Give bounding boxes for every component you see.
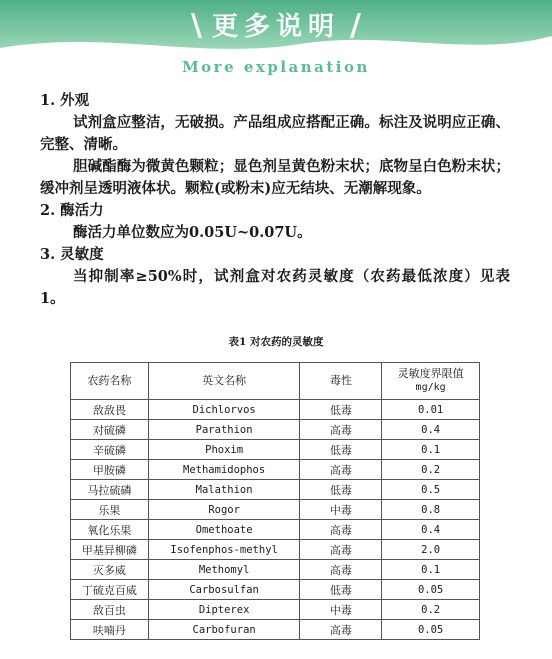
table-row	[71, 600, 480, 620]
cell-pesticide-name: 辛硫磷	[71, 440, 149, 460]
table-body	[71, 400, 480, 640]
paragraph-sensitivity: 当抑制率≥50%时，试剂盒对农药灵敏度（农药最低浓度）见表 1。	[40, 268, 510, 307]
table-row	[71, 460, 480, 480]
table-row	[71, 500, 480, 520]
header-english-name: 英文名称	[148, 363, 300, 400]
header-sensitivity-label: 灵敏度界限值	[397, 367, 464, 380]
cell-english-name: Malathion	[148, 480, 300, 500]
cell-toxicity: 高毒	[300, 540, 382, 560]
header-unit: mg/kg	[415, 382, 446, 393]
cell-toxicity: 高毒	[300, 420, 382, 440]
header-banner	[0, 0, 552, 62]
table-row	[71, 560, 480, 580]
banner-title-text: 更多说明	[211, 12, 340, 42]
paragraph-appearance-2: 胆碱酯酶为微黄色颗粒；显色剂呈黄色粉末状；底物呈白色粉末状；缓冲剂呈透明液体状。颗粒(或粉末)应无结块、无潮解现象。	[40, 158, 510, 197]
table-row	[71, 440, 480, 460]
cell-toxicity: 高毒	[300, 560, 382, 580]
cell-toxicity: 中毒	[300, 500, 382, 520]
cell-toxicity: 高毒	[300, 620, 382, 640]
cell-english-name: Carbofuran	[148, 620, 300, 640]
cell-english-name: Omethoate	[148, 520, 300, 540]
cell-sensitivity-value: 0.05	[382, 580, 480, 600]
cell-pesticide-name: 呋喃丹	[71, 620, 149, 640]
cell-sensitivity-value: 0.1	[382, 560, 480, 580]
cell-pesticide-name: 对硫磷	[71, 420, 149, 440]
cell-sensitivity-value: 0.01	[382, 400, 480, 420]
cell-pesticide-name: 灭多威	[71, 560, 149, 580]
table-row	[71, 400, 480, 420]
cell-pesticide-name: 氧化乐果	[71, 520, 149, 540]
cell-toxicity: 高毒	[300, 460, 382, 480]
cell-toxicity: 低毒	[300, 440, 382, 460]
table-row	[71, 620, 480, 640]
explanation-content	[40, 90, 510, 310]
banner-subtitle: More explanation	[182, 58, 370, 76]
cell-pesticide-name: 马拉硫磷	[71, 480, 149, 500]
cell-sensitivity-value: 0.8	[382, 500, 480, 520]
paragraph-appearance-1: 试剂盒应整洁，无破损。产品组成应搭配正确。标注及说明应正确、完整、清晰。	[40, 114, 510, 153]
cell-pesticide-name: 甲胺磷	[71, 460, 149, 480]
cell-pesticide-name: 乐果	[71, 500, 149, 520]
cell-english-name: Dipterex	[148, 600, 300, 620]
left-slash-mark: \	[191, 8, 202, 43]
cell-toxicity: 低毒	[300, 480, 382, 500]
cell-english-name: Parathion	[148, 420, 300, 440]
cell-toxicity: 低毒	[300, 400, 382, 420]
cell-english-name: Methamidophos	[148, 460, 300, 480]
right-slash-mark: /	[350, 8, 361, 43]
cell-sensitivity-value: 0.4	[382, 420, 480, 440]
cell-pesticide-name: 敌百虫	[71, 600, 149, 620]
table-caption: 表1 对农药的灵敏度	[228, 336, 324, 348]
cell-english-name: Isofenphos-methyl	[148, 540, 300, 560]
table-row	[71, 580, 480, 600]
table-row	[71, 520, 480, 540]
cell-english-name: Dichlorvos	[148, 400, 300, 420]
table-row	[71, 480, 480, 500]
cell-toxicity: 中毒	[300, 600, 382, 620]
header-pesticide-name: 农药名称	[71, 363, 149, 400]
banner-title	[0, 6, 552, 47]
cell-english-name: Methomyl	[148, 560, 300, 580]
table-row	[71, 420, 480, 440]
cell-pesticide-name: 丁硫克百威	[71, 580, 149, 600]
section-title-sensitivity: 3. 灵敏度	[40, 246, 104, 263]
cell-sensitivity-value: 0.2	[382, 460, 480, 480]
table-row	[71, 540, 480, 560]
cell-sensitivity-value: 0.05	[382, 620, 480, 640]
cell-sensitivity-value: 0.4	[382, 520, 480, 540]
paragraph-enzyme-activity: 酶活力单位数应为0.05U~0.07U。	[73, 224, 312, 241]
cell-toxicity: 低毒	[300, 580, 382, 600]
cell-english-name: Rogor	[148, 500, 300, 520]
section-title-appearance: 1. 外观	[40, 92, 90, 109]
section-title-enzyme-activity: 2. 酶活力	[40, 202, 104, 219]
cell-english-name: Phoxim	[148, 440, 300, 460]
header-toxicity: 毒性	[300, 363, 382, 400]
cell-pesticide-name: 敌敌畏	[71, 400, 149, 420]
table-header-row	[71, 363, 480, 400]
cell-sensitivity-value: 0.5	[382, 480, 480, 500]
cell-pesticide-name: 甲基异柳磷	[71, 540, 149, 560]
cell-sensitivity-value: 2.0	[382, 540, 480, 560]
cell-english-name: Carbosulfan	[148, 580, 300, 600]
cell-sensitivity-value: 0.1	[382, 440, 480, 460]
cell-sensitivity-value: 0.2	[382, 600, 480, 620]
sensitivity-table	[70, 362, 480, 640]
cell-toxicity: 高毒	[300, 520, 382, 540]
header-sensitivity-limit	[382, 363, 480, 400]
